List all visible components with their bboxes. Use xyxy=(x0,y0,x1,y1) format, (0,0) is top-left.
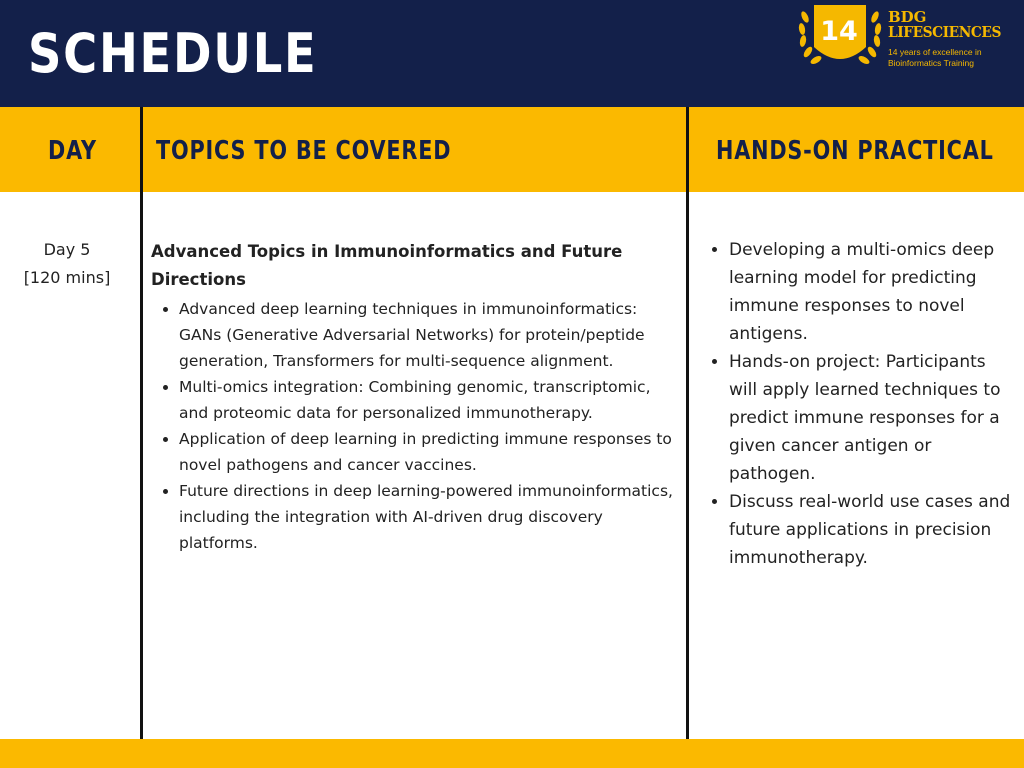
practical-list xyxy=(709,236,1013,572)
topics-heading: Advanced Topics in Immunoinformatics and Future Directions xyxy=(151,242,623,289)
topics-cell xyxy=(151,238,683,556)
practical-column-header: HANDS-ON PRACTICAL xyxy=(716,136,994,166)
day-label: Day 5 xyxy=(43,240,91,259)
logo-brand-line2: LIFESCIENCES xyxy=(888,23,1001,41)
day-column-header: DAY xyxy=(48,136,97,166)
column-divider xyxy=(140,107,143,739)
topics-column-header: TOPICS TO BE COVERED xyxy=(156,136,452,166)
logo-tagline-line2: Bioinformatics Training xyxy=(888,58,974,68)
list-item: • Future directions in deep learning-powered immunoinformatics, including the integration with AI-driven drug discovery platforms. xyxy=(179,478,683,556)
topics-list xyxy=(151,296,683,556)
list-item: • Advanced deep learning techniques in immunoinformatics: GANs (Generative Adversarial Networks) for protein/peptide generation, Transformers for multi-sequence alignment. xyxy=(179,296,683,374)
header-bar xyxy=(0,0,1024,107)
logo-number: 14 xyxy=(820,16,858,47)
list-item: • Hands-on project: Participants will apply learned techniques to predict immune responses for a given cancer antigen or pathogen. xyxy=(729,348,1013,488)
company-logo xyxy=(796,3,1021,71)
duration-label: [120 mins] xyxy=(23,268,111,287)
list-item: • Application of deep learning in predicting immune responses to novel pathogens and cancer vaccines. xyxy=(179,426,683,478)
column-divider xyxy=(686,107,689,739)
list-item: • Developing a multi-omics deep learning model for predicting immune responses to novel antigens. xyxy=(729,236,1013,348)
practical-cell xyxy=(709,236,1013,572)
day-cell xyxy=(0,236,134,292)
logo-tagline-line1: 14 years of excellence in xyxy=(888,47,982,57)
logo-brand-line1: BDG xyxy=(888,8,927,26)
footer-bar xyxy=(0,739,1024,768)
list-item: • Discuss real-world use cases and future applications in precision immunotherapy. xyxy=(729,488,1013,572)
page-title: SCHEDULE xyxy=(28,22,318,85)
list-item: • Multi-omics integration: Combining genomic, transcriptomic, and proteomic data for personalized immunotherapy. xyxy=(179,374,683,426)
